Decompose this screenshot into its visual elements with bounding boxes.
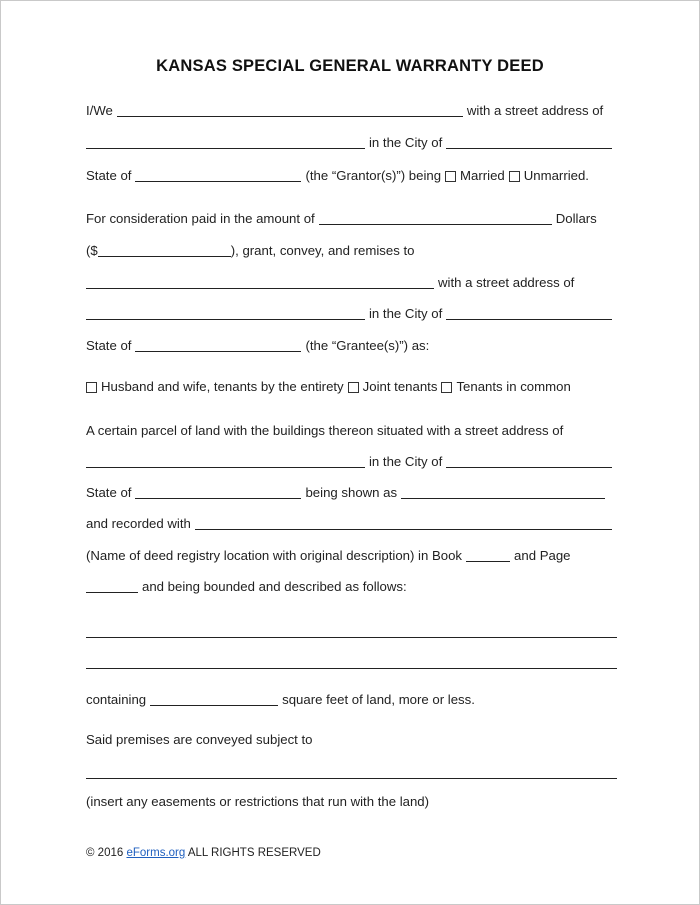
grantor-state-line <box>86 166 617 184</box>
footer <box>86 847 321 859</box>
recorded-with-line <box>86 514 617 532</box>
husband-wife-checkbox[interactable] <box>86 382 97 393</box>
registry-book-label: (Name of deed registry location with original description) in Book <box>86 548 463 563</box>
being-shown-blank[interactable] <box>401 485 605 499</box>
grantee-name-line <box>86 273 617 291</box>
description-blank-1[interactable] <box>86 624 617 638</box>
easements-blank[interactable] <box>86 765 617 779</box>
husband-wife-label: Husband and wife, tenants by the entirety <box>101 379 344 394</box>
grantee-as-label: (the “Grantee(s)”) as: <box>305 338 430 353</box>
street-address-label: with a street address of <box>466 103 604 118</box>
city-label: in the City of <box>369 306 443 321</box>
dollars-label: Dollars <box>555 211 597 226</box>
easements-note: (insert any easements or restrictions that run with the land) <box>86 794 430 809</box>
parcel-city-blank[interactable] <box>446 454 612 468</box>
consideration-words-blank[interactable] <box>319 211 552 225</box>
bounded-label: and being bounded and described as follows: <box>142 579 407 594</box>
tenants-in-common-checkbox[interactable] <box>441 382 452 393</box>
unmarried-label: Unmarried. <box>523 168 589 183</box>
unmarried-checkbox[interactable] <box>509 171 520 182</box>
grant-convey-label: ), grant, convey, and remises to <box>230 243 415 258</box>
grantee-name-blank[interactable] <box>86 275 434 289</box>
rights-text: ALL RIGHTS RESERVED <box>187 847 321 859</box>
amount-line <box>86 241 617 259</box>
state-label: State of <box>86 485 132 500</box>
square-feet-blank[interactable] <box>150 692 278 706</box>
tenants-in-common-label: Tenants in common <box>456 379 571 394</box>
parcel-address-blank[interactable] <box>86 454 365 468</box>
page-number-blank[interactable] <box>86 579 138 593</box>
married-checkbox[interactable] <box>445 171 456 182</box>
city-label: in the City of <box>369 454 443 469</box>
recorded-with-label: and recorded with <box>86 516 191 531</box>
iwe-label: I/We <box>86 103 113 118</box>
amount-number-blank[interactable] <box>98 243 231 257</box>
joint-tenants-checkbox[interactable] <box>348 382 359 393</box>
bounded-line <box>86 577 617 595</box>
description-blank-2[interactable] <box>86 655 617 669</box>
description-line-2 <box>86 653 617 671</box>
dollar-open-label: ($ <box>86 243 98 258</box>
grantor-address-blank[interactable] <box>86 135 365 149</box>
recorded-with-blank[interactable] <box>195 516 612 530</box>
parcel-state-line <box>86 483 617 501</box>
grantee-state-line <box>86 336 617 354</box>
grantee-state-blank[interactable] <box>135 338 301 352</box>
grantor-name-line <box>86 101 617 119</box>
book-number-blank[interactable] <box>466 548 510 562</box>
grantor-name-blank[interactable] <box>117 103 463 117</box>
parcel-line <box>86 421 617 439</box>
easements-note-line <box>86 792 617 810</box>
parcel-label: A certain parcel of land with the buildings thereon situated with a street address of <box>86 423 564 438</box>
registry-book-line <box>86 546 617 564</box>
grantor-city-blank[interactable] <box>446 135 612 149</box>
and-page-label: and Page <box>514 548 571 563</box>
eforms-link[interactable]: eForms.org <box>126 847 186 859</box>
copyright-text: © 2016 <box>86 847 124 859</box>
state-label: State of <box>86 338 132 353</box>
conveyed-subject-label: Said premises are conveyed subject to <box>86 732 313 747</box>
being-shown-label: being shown as <box>305 485 398 500</box>
document-title: KANSAS SPECIAL GENERAL WARRANTY DEED <box>156 57 544 75</box>
consideration-line <box>86 209 617 227</box>
city-label: in the City of <box>369 135 443 150</box>
conveyed-subject-line <box>86 730 617 748</box>
grantor-state-blank[interactable] <box>135 168 301 182</box>
easements-line <box>86 763 617 781</box>
consideration-label: For consideration paid in the amount of <box>86 211 315 226</box>
containing-label: containing <box>86 692 147 707</box>
state-label: State of <box>86 168 132 183</box>
containing-line <box>86 690 617 708</box>
tenancy-options-line <box>86 377 617 395</box>
grantee-address-blank[interactable] <box>86 306 365 320</box>
grantee-address-line <box>86 304 617 322</box>
street-address-label: with a street address of <box>438 275 575 290</box>
grantee-city-blank[interactable] <box>446 306 612 320</box>
square-feet-label: square feet of land, more or less. <box>282 692 475 707</box>
grantor-address-line <box>86 133 617 151</box>
grantor-being-label: (the “Grantor(s)”) being <box>305 168 442 183</box>
married-label: Married <box>460 168 505 183</box>
parcel-state-blank[interactable] <box>135 485 301 499</box>
parcel-address-line <box>86 452 617 470</box>
joint-tenants-label: Joint tenants <box>362 379 438 394</box>
description-line-1 <box>86 622 617 640</box>
